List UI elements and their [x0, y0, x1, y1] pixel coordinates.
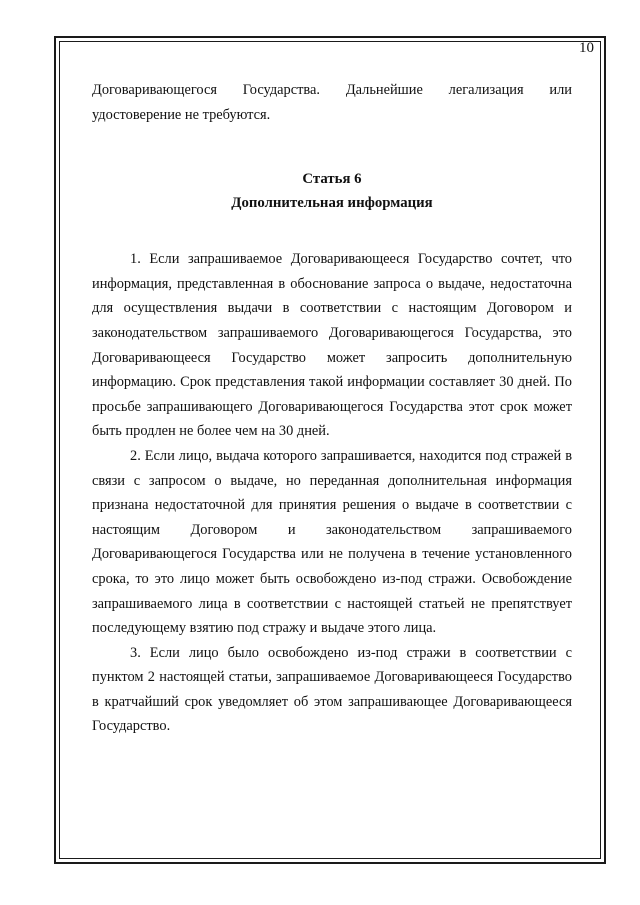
article-item-3: 3. Если лицо было освобождено из-под стражи в соответствии с пунктом 2 настоящей статьи, запрашиваемое Договаривающееся Государство в кратчайший срок уведомляет об этом запрашивающее Договаривающееся Государство. [92, 644, 572, 735]
article-title: Статья 6 [302, 171, 362, 188]
article-item-2: 2. Если лицо, выдача которого запрашивается, находится под стражей в связи с запросом о выдаче, но переданная дополнительная информация признана недостаточной для принятия решения о выдаче в соответствии с настоящим Договором и законодательством запрашиваемого Договаривающегося Государства или не получена в течение установленного срока, то это лицо может быть освобождено из-под стражи. Освобождение запрашиваемого лица в соответствии с настоящей статьей не препятствует последующему взятию под стражу и выдаче этого лица. [92, 447, 572, 637]
intro-paragraph: Договаривающегося Государства. Дальнейшие легализация или удостоверение не требуются. [92, 82, 572, 123]
article-item-1: 1. Если запрашиваемое Договаривающееся Государство сочтет, что информация, представленная в обоснование запроса о выдаче, недостаточна для осуществления выдачи в соответствии с настоящим Договором и законодательством запрашиваемого Договаривающегося Государства, это Договаривающееся Государство может запросить дополнительную информацию. Срок представления такой информации составляет 30 дней. По просьбе запрашивающего Договаривающегося Государства этот срок может быть продлен не более чем на 30 дней. [92, 251, 572, 440]
page-number: 10 [579, 40, 594, 56]
document-body [92, 78, 572, 739]
article-subtitle: Дополнительная информация [231, 195, 433, 212]
